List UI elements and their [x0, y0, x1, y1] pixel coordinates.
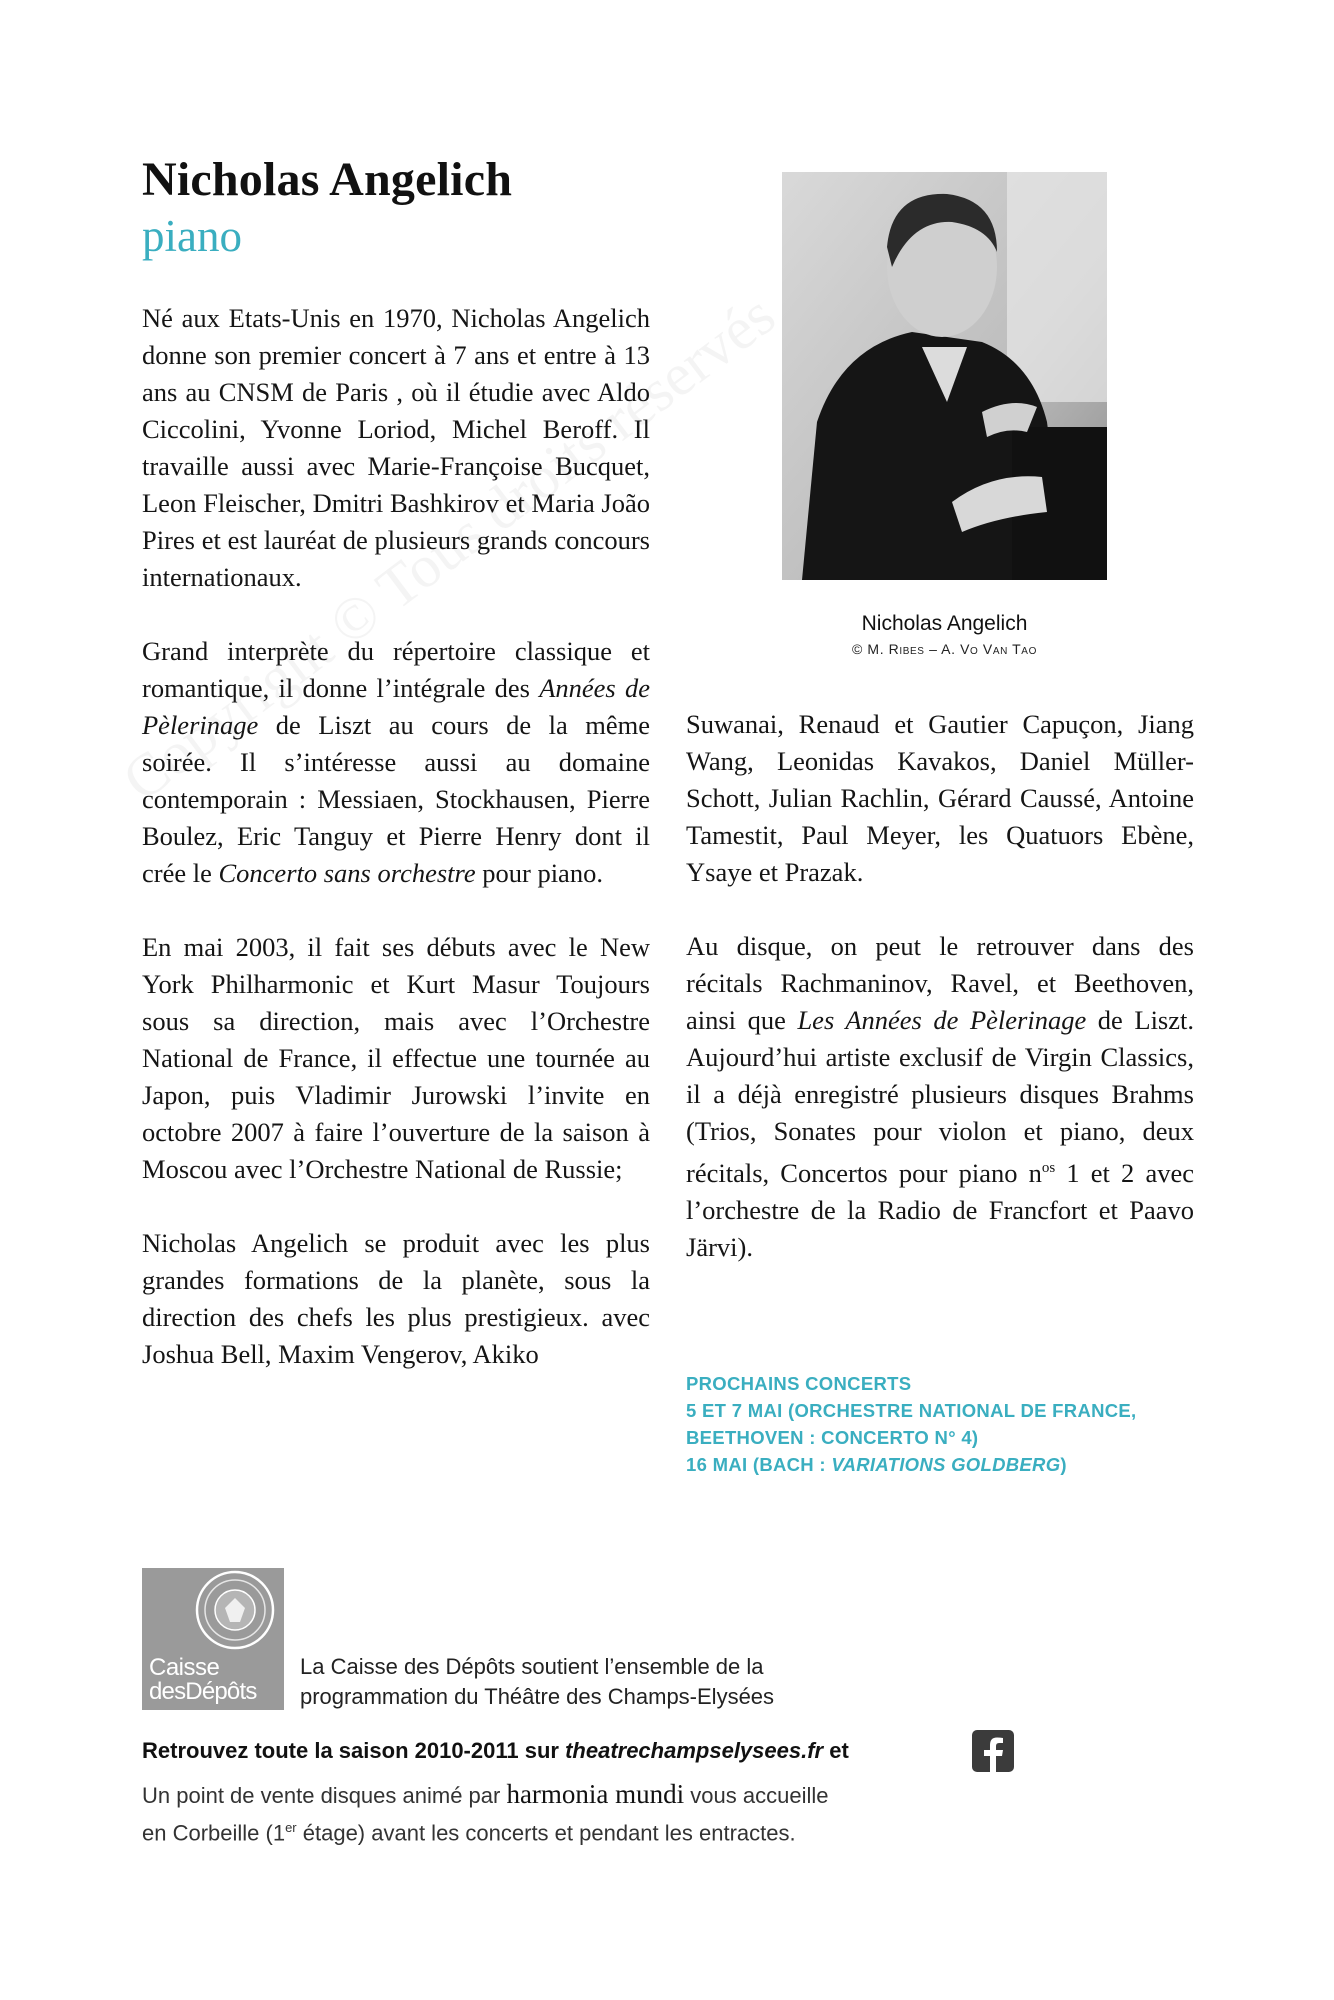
- concert-line-1: 5 ET 7 MAI (ORCHESTRE NATIONAL DE FRANCE,: [686, 1400, 1137, 1421]
- record-store-line-2: en Corbeille (1er étage) avant les concerts et pendant les entractes.: [142, 1820, 796, 1846]
- bio-right-column: [686, 706, 1194, 1266]
- season-line: Retrouvez toute la saison 2010-2011 sur theatrechampselysees.fr et: [142, 1738, 849, 1763]
- artist-name: Nicholas Angelich: [142, 153, 513, 206]
- caisse-des-depots-logo: [142, 1568, 284, 1710]
- bio-paragraph-1: Né aux Etats-Unis en 1970, Nicholas Angelich donne son premier concert à 7 ans et entre à 13 ans au CNSM de Paris , où il étudie avec Aldo Ciccolini, Yvonne Loriod, Michel Beroff. Il travaille aussi avec Marie-Françoise Bucquet, Leon Fleischer, Dmitri Bashkirov et Maria João Pires et est lauréat de plusieurs grands concours internationaux.: [142, 303, 650, 592]
- logo-text-caisse: Caisse: [149, 1654, 220, 1681]
- sponsor-text: [300, 1652, 1000, 1712]
- sponsor-text-line-1: La Caisse des Dépôts soutient l’ensemble de la: [300, 1654, 764, 1679]
- bio-paragraph-4: Nicholas Angelich se produit avec les plus grandes formations de la planète, sous la direction des chefs les plus prestigieux. avec Joshua Bell, Maxim Vengerov, Akiko: [142, 1228, 650, 1369]
- facebook-icon[interactable]: [972, 1730, 1014, 1772]
- bio-paragraph-2: Grand interprète du répertoire classique et romantique, il donne l’intégrale des Années de Pèlerinage de Liszt au cours de la même soirée. Il s’intéresse aussi au domaine contemporain : Messiaen, Stockhausen, Pierre Boulez, Eric Tanguy et Pierre Henry dont il crée le Concerto sans orchestre pour piano.: [142, 636, 650, 888]
- sponsor-text-line-2: programmation du Théâtre des Champs-Elysées: [300, 1684, 775, 1709]
- bio-left-column: [142, 300, 650, 1373]
- record-store-info: [142, 1778, 1042, 1849]
- upcoming-concerts: [686, 1370, 1206, 1478]
- artist-photo-image: [782, 172, 1107, 580]
- photo-caption-name: Nicholas Angelich: [861, 612, 1028, 635]
- logo-text-desdepots: desDépôts: [149, 1678, 257, 1705]
- record-store-line-1: Un point de vente disques animé par harmonia mundi vous accueille: [142, 1779, 829, 1809]
- harmonia-mundi-brand: harmonia mundi: [506, 1779, 685, 1809]
- bio-paragraph-6: Au disque, on peut le retrouver dans des récitals Rachmaninov, Ravel, et Beethoven, ainsi que Les Années de Pèlerinage de Liszt. Aujourd’hui artiste exclusif de Virgin Classics, il a déjà enregistré plusieurs disques Brahms (Trios, Sonates pour violon et piano, deux récitals, Concertos pour piano $n^{os}$ 1 et 2 avec l’orchestre de la Radio de Francfort et Paavo Järvi).: [686, 931, 1194, 1262]
- website-link[interactable]: theatrechampselysees.fr: [565, 1738, 824, 1763]
- concert-line-3: 16 MAI (BACH : VARIATIONS GOLDBERG): [686, 1454, 1067, 1475]
- artist-instrument: piano: [142, 211, 242, 261]
- artist-photo: [782, 172, 1107, 580]
- photo-caption-credit: © M. Ribes – A. Vo Van Tao: [852, 641, 1037, 657]
- concert-line-2: BEETHOVEN : CONCERTO N° 4): [686, 1427, 979, 1448]
- bio-paragraph-3: En mai 2003, il fait ses débuts avec le New York Philharmonic et Kurt Masur Toujours sous sa direction, mais avec l’Orchestre National de France, il effectue une tournée au Japon, puis Vladimir Jurowski l’invite en octobre 2007 à faire l’ouverture de la saison à Moscou avec l’Orchestre National de Russie;: [142, 932, 650, 1184]
- bio-paragraph-5: Suwanai, Renaud et Gautier Capuçon, Jiang Wang, Leonidas Kavakos, Daniel Müller-Schott, Julian Rachlin, Gérard Caussé, Antoine Tamestit, Paul Meyer, les Quatuors Ebène, Ysaye et Prazak.: [686, 709, 1194, 887]
- concerts-heading: PROCHAINS CONCERTS: [686, 1373, 912, 1394]
- caisse-des-depots-seal-icon: [142, 1568, 284, 1658]
